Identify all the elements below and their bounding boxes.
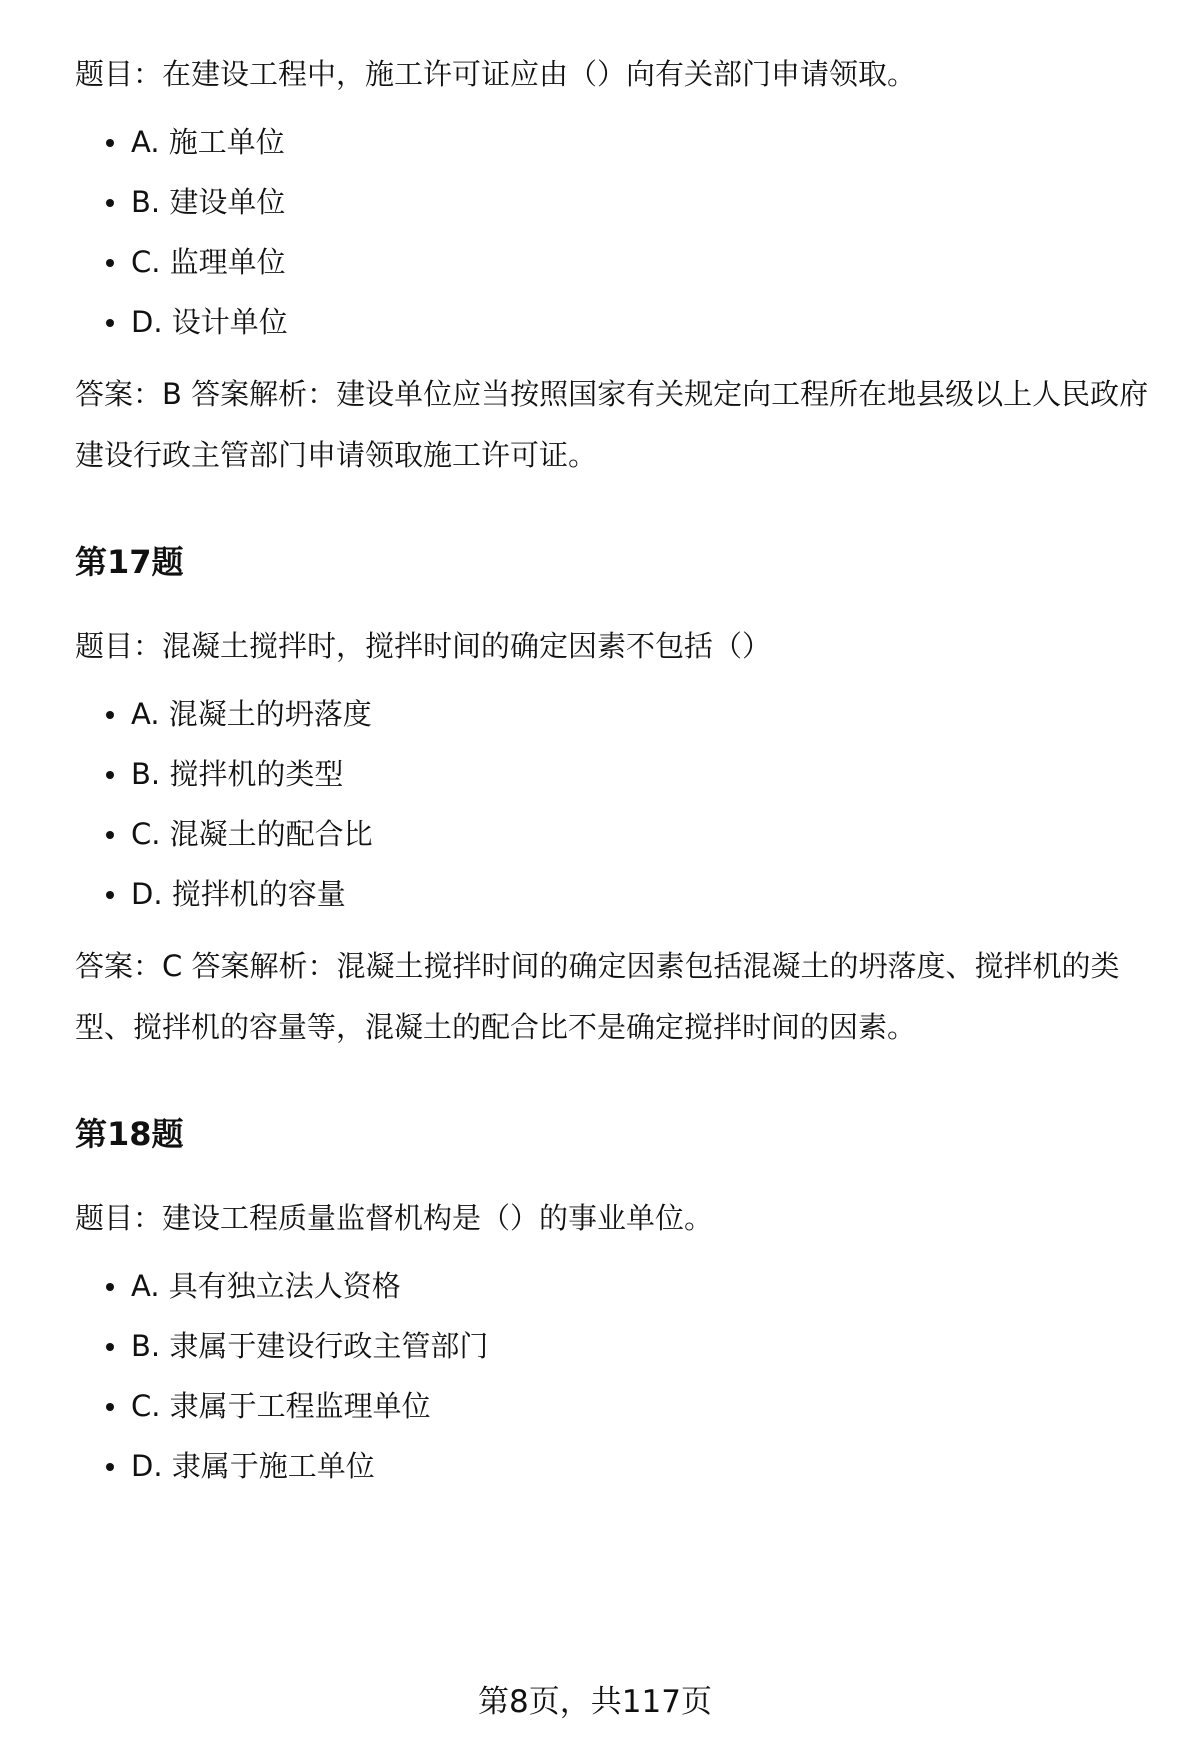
option-label: A. 具有独立法人资格 [131,1269,401,1303]
option-a [75,124,1165,160]
bullet-icon [106,1403,114,1411]
option-a [75,1268,1165,1304]
option-list [75,124,1165,340]
question-heading: 第18题 [75,1115,184,1153]
bullet-icon [106,1343,114,1351]
question-text: 题目：建设工程质量监督机构是（）的事业单位。 [75,1201,714,1235]
option-d [75,876,1165,912]
option-label: D. 隶属于施工单位 [131,1449,375,1483]
bullet-icon [106,1283,114,1291]
option-label: D. 设计单位 [131,305,288,339]
question-18 [75,1114,1165,1484]
bullet-icon [106,259,114,267]
document-page [75,56,1165,1484]
question-16 [75,56,1165,486]
question-heading: 第17题 [75,543,184,581]
option-c [75,816,1165,852]
option-c [75,244,1165,280]
option-label: B. 隶属于建设行政主管部门 [131,1329,489,1363]
option-b [75,184,1165,220]
bullet-icon [106,199,114,207]
option-d [75,304,1165,340]
option-label: C. 监理单位 [131,245,286,279]
option-label: C. 隶属于工程监理单位 [131,1389,431,1423]
option-list [75,696,1165,912]
option-label: A. 混凝土的坍落度 [131,697,372,731]
option-c [75,1388,1165,1424]
option-label: A. 施工单位 [131,125,285,159]
question-text: 题目：混凝土搅拌时，搅拌时间的确定因素不包括（） [75,629,772,663]
option-label: B. 建设单位 [131,185,286,219]
answer-explanation: 答案：C 答案解析：混凝土搅拌时间的确定因素包括混凝土的坍落度、搅拌机的类型、搅拌机的容量等，混凝土的配合比不是确定搅拌时间的因素。 [75,949,1120,1044]
bullet-icon [106,891,114,899]
bullet-icon [106,139,114,147]
page-number-footer: 第8页，共117页 [478,1684,712,1720]
question-text: 题目：在建设工程中，施工许可证应由（）向有关部门申请领取。 [75,57,917,91]
bullet-icon [106,831,114,839]
answer-explanation: 答案：B 答案解析：建设单位应当按照国家有关规定向工程所在地县级以上人民政府建设行政主管部门申请领取施工许可证。 [75,377,1149,472]
question-17 [75,542,1165,1058]
option-b [75,1328,1165,1364]
bullet-icon [106,711,114,719]
bullet-icon [106,1463,114,1471]
option-label: D. 搅拌机的容量 [131,877,346,911]
option-label: B. 搅拌机的类型 [131,757,344,791]
bullet-icon [106,319,114,327]
option-label: C. 混凝土的配合比 [131,817,373,851]
option-b [75,756,1165,792]
option-list [75,1268,1165,1484]
option-a [75,696,1165,732]
option-d [75,1448,1165,1484]
bullet-icon [106,771,114,779]
